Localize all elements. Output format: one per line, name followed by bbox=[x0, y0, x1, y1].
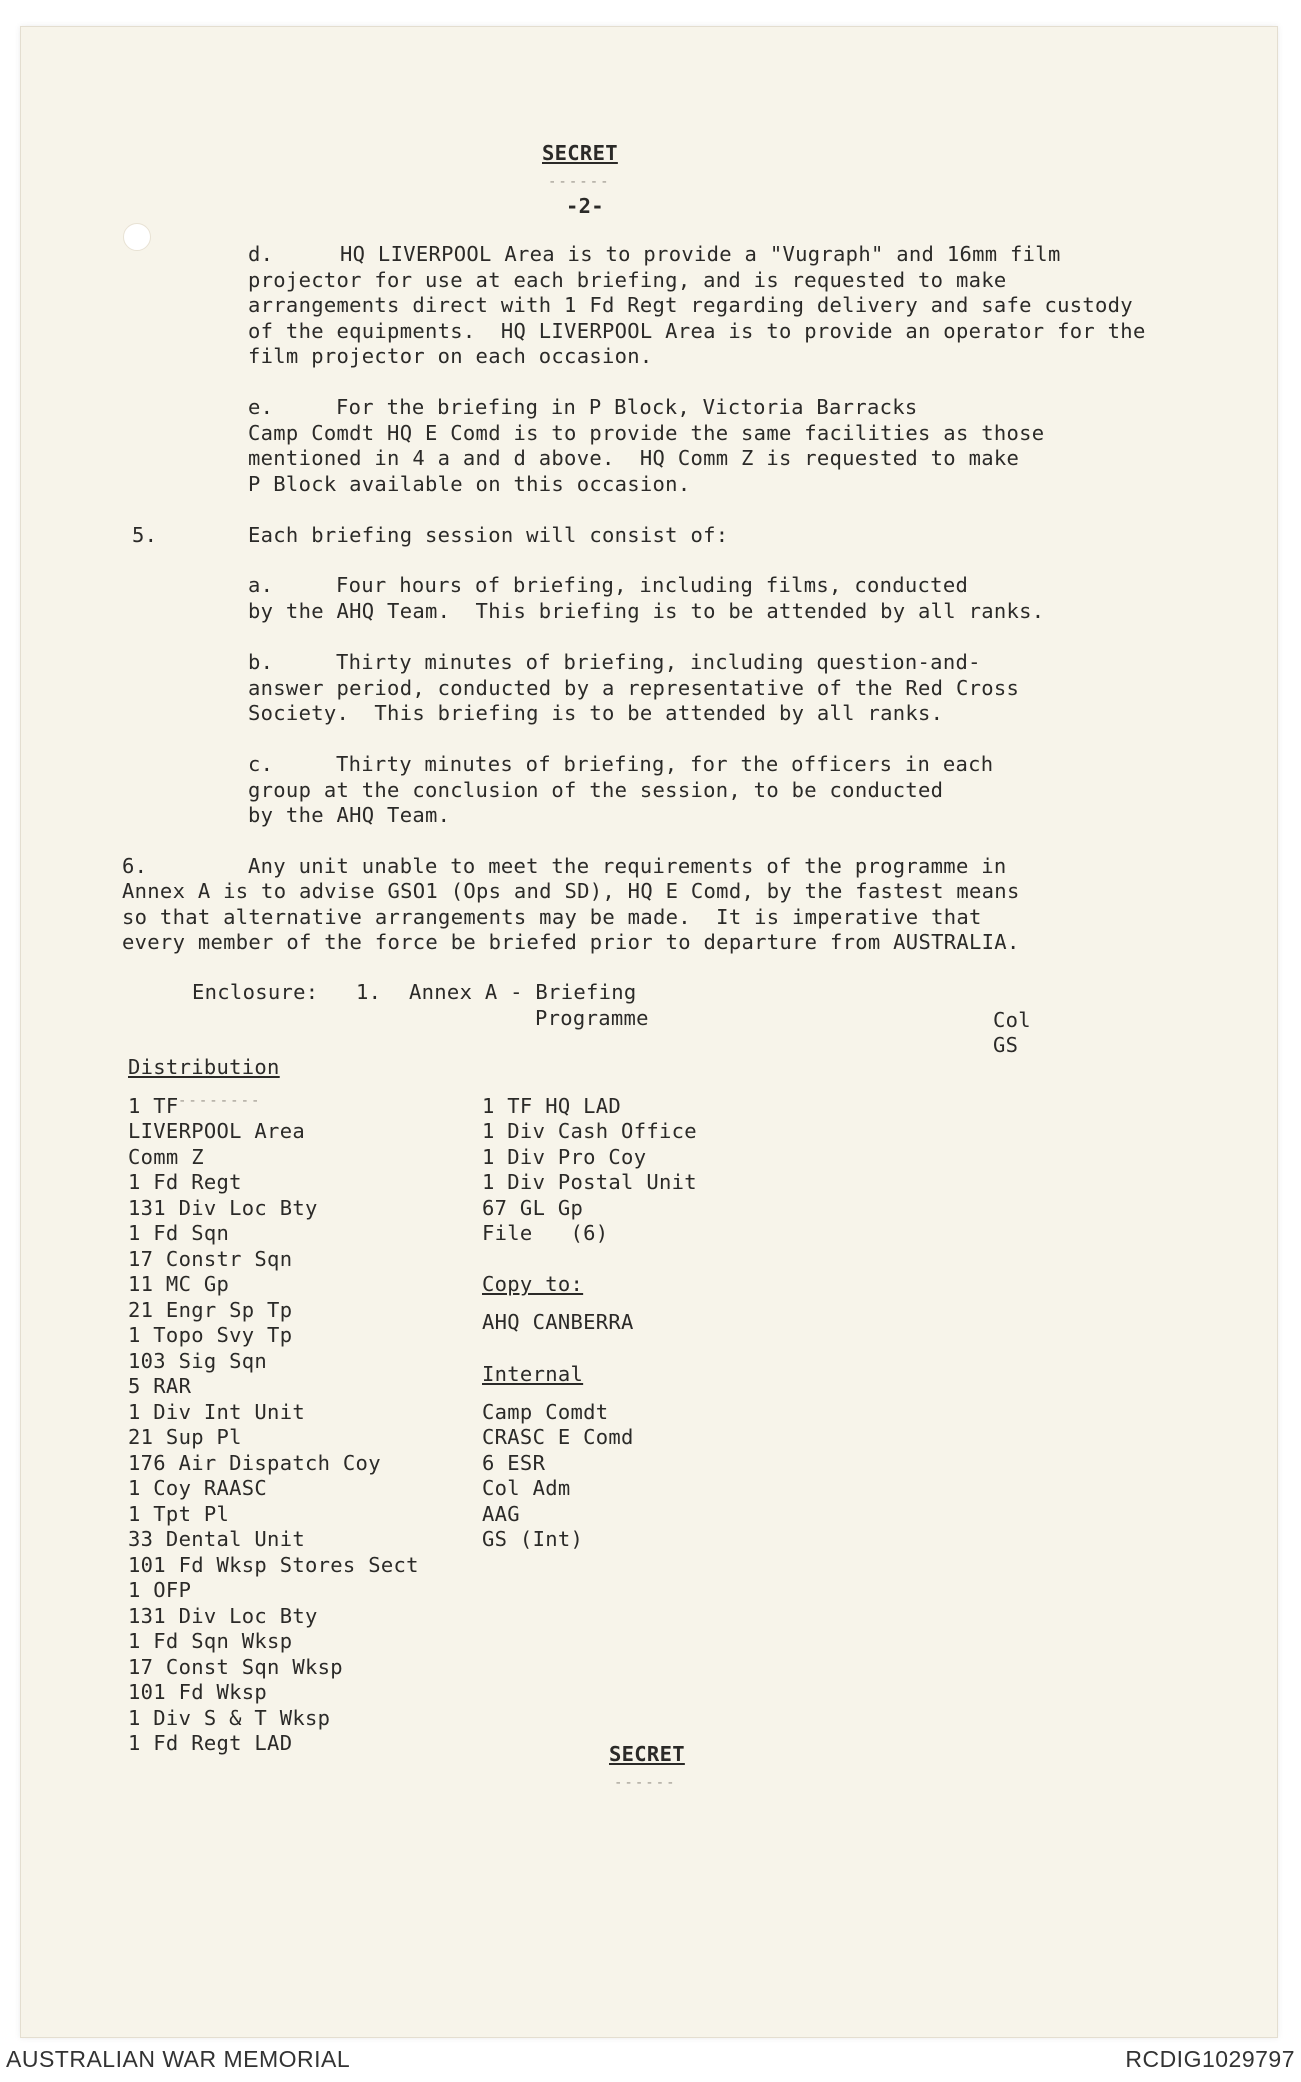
distribution-left-item: 1 TF bbox=[128, 1094, 179, 1118]
para-4d-label: d. bbox=[248, 242, 274, 266]
distribution-heading: Distribution bbox=[128, 1055, 280, 1079]
internal-item: Camp Comdt bbox=[482, 1400, 609, 1424]
distribution-left-item: 1 Fd Regt LAD bbox=[128, 1731, 293, 1755]
internal-heading: Internal bbox=[482, 1362, 584, 1386]
distribution-left-item: 101 Fd Wksp bbox=[128, 1680, 268, 1704]
para-6-line: so that alternative arrangements may be made. It is imperative that bbox=[122, 905, 982, 929]
distribution-right-item: 1 Div Cash Office bbox=[482, 1119, 697, 1143]
distribution-right-item: 1 Div Postal Unit bbox=[482, 1170, 697, 1194]
para-4e-line: P Block available on this occasion. bbox=[248, 472, 691, 496]
distribution-left-item: 21 Sup Pl bbox=[128, 1425, 242, 1449]
distribution-left-item: 1 OFP bbox=[128, 1578, 192, 1602]
distribution-right-item: File (6) bbox=[482, 1221, 609, 1245]
distribution-left-item: 17 Const Sqn Wksp bbox=[128, 1655, 343, 1679]
para-5b-line: Thirty minutes of briefing, including question-and- bbox=[336, 650, 981, 674]
distribution-left-item: 101 Fd Wksp Stores Sect bbox=[128, 1553, 419, 1577]
distribution-left-item: 1 Tpt Pl bbox=[128, 1502, 230, 1526]
archive-id: RCDIG1029797 bbox=[1125, 2046, 1295, 2072]
para-4d-line: projector for use at each briefing, and is requested to make bbox=[248, 268, 1007, 292]
distribution-right-item: 1 TF HQ LAD bbox=[482, 1094, 622, 1118]
para-5a-label: a. bbox=[248, 573, 274, 597]
para-5c-label: c. bbox=[248, 752, 274, 776]
header-underline-decoration: ------ bbox=[548, 174, 611, 190]
distribution-left-item: 131 Div Loc Bty bbox=[128, 1196, 318, 1220]
internal-item: AAG bbox=[482, 1502, 520, 1526]
punch-hole bbox=[123, 223, 151, 251]
distribution-decoration: -------- bbox=[178, 1093, 262, 1109]
para-5-intro: Each briefing session will consist of: bbox=[248, 523, 729, 547]
distribution-right-item: 67 GL Gp bbox=[482, 1196, 584, 1220]
para-4d-line: HQ LIVERPOOL Area is to provide a "Vugraph" and 16mm film bbox=[340, 242, 1061, 266]
para-5b-line: answer period, conducted by a representative of the Red Cross bbox=[248, 676, 1020, 700]
para-5a-line: by the AHQ Team. This briefing is to be attended by all ranks. bbox=[248, 599, 1045, 623]
copy-to-heading: Copy to: bbox=[482, 1272, 584, 1296]
distribution-left-item: 21 Engr Sp Tp bbox=[128, 1298, 293, 1322]
distribution-left-item: Comm Z bbox=[128, 1145, 204, 1169]
internal-item: Col Adm bbox=[482, 1476, 571, 1500]
para-5a-line: Four hours of briefing, including films, conducted bbox=[336, 573, 969, 597]
para-6-line: Any unit unable to meet the requirements of the programme in bbox=[248, 854, 1007, 878]
distribution-left-item: 1 Div Int Unit bbox=[128, 1400, 305, 1424]
distribution-left-item: 103 Sig Sqn bbox=[128, 1349, 268, 1373]
distribution-left-item: 1 Fd Sqn Wksp bbox=[128, 1629, 293, 1653]
distribution-left-item: 176 Air Dispatch Coy bbox=[128, 1451, 381, 1475]
distribution-left-item: 1 Div S & T Wksp bbox=[128, 1706, 331, 1730]
para-5b-line: Society. This briefing is to be attended by all ranks. bbox=[248, 701, 944, 725]
distribution-left-item: 1 Coy RAASC bbox=[128, 1476, 268, 1500]
distribution-left-item: LIVERPOOL Area bbox=[128, 1119, 305, 1143]
copy-to-item: AHQ CANBERRA bbox=[482, 1310, 634, 1334]
enclosure-item-line: Programme bbox=[535, 1006, 649, 1030]
archive-name: AUSTRALIAN WAR MEMORIAL bbox=[6, 2046, 351, 2072]
enclosure-label: Enclosure: bbox=[192, 980, 319, 1004]
para-5b-label: b. bbox=[248, 650, 274, 674]
enclosure-item-line: Annex A - Briefing bbox=[409, 980, 637, 1004]
distribution-left-item: 1 Topo Svy Tp bbox=[128, 1323, 293, 1347]
para-4e-line: For the briefing in P Block, Victoria Barracks bbox=[336, 395, 918, 419]
para-5-number: 5. bbox=[132, 523, 158, 547]
internal-item: CRASC E Comd bbox=[482, 1425, 634, 1449]
para-6-number: 6. bbox=[122, 854, 148, 878]
distribution-left-item: 1 Fd Sqn bbox=[128, 1221, 230, 1245]
para-5c-line: by the AHQ Team. bbox=[248, 803, 451, 827]
para-4d-line: arrangements direct with 1 Fd Regt regarding delivery and safe custody bbox=[248, 293, 1133, 317]
para-6-line: Annex A is to advise GSO1 (Ops and SD), HQ E Comd, by the fastest means bbox=[122, 879, 1020, 903]
distribution-left-item: 11 MC Gp bbox=[128, 1272, 230, 1296]
distribution-left-item: 1 Fd Regt bbox=[128, 1170, 242, 1194]
distribution-left-item: 5 RAR bbox=[128, 1374, 192, 1398]
enclosure-item-number: 1. bbox=[356, 980, 382, 1004]
signature-rank: Col bbox=[993, 1008, 1031, 1032]
signature-appointment: GS bbox=[993, 1033, 1019, 1057]
footer-underline-decoration: ------ bbox=[614, 1775, 677, 1791]
page-number: -2- bbox=[566, 194, 604, 218]
classification-header: SECRET bbox=[542, 141, 618, 165]
classification-footer: SECRET bbox=[609, 1742, 685, 1766]
para-5c-line: Thirty minutes of briefing, for the officers in each bbox=[336, 752, 994, 776]
para-4d-line: film projector on each occasion. bbox=[248, 344, 653, 368]
para-4d-line: of the equipments. HQ LIVERPOOL Area is to provide an operator for the bbox=[248, 319, 1146, 343]
internal-item: 6 ESR bbox=[482, 1451, 546, 1475]
distribution-left-item: 33 Dental Unit bbox=[128, 1527, 305, 1551]
para-4e-line: Camp Comdt HQ E Comd is to provide the same facilities as those bbox=[248, 421, 1045, 445]
para-6-line: every member of the force be briefed prior to departure from AUSTRALIA. bbox=[122, 930, 1020, 954]
para-4e-line: mentioned in 4 a and d above. HQ Comm Z is requested to make bbox=[248, 446, 1020, 470]
para-5c-line: group at the conclusion of the session, to be conducted bbox=[248, 778, 944, 802]
distribution-right-item: 1 Div Pro Coy bbox=[482, 1145, 647, 1169]
distribution-left-item: 131 Div Loc Bty bbox=[128, 1604, 318, 1628]
para-4e-label: e. bbox=[248, 395, 274, 419]
internal-item: GS (Int) bbox=[482, 1527, 584, 1551]
distribution-left-item: 17 Constr Sqn bbox=[128, 1247, 293, 1271]
